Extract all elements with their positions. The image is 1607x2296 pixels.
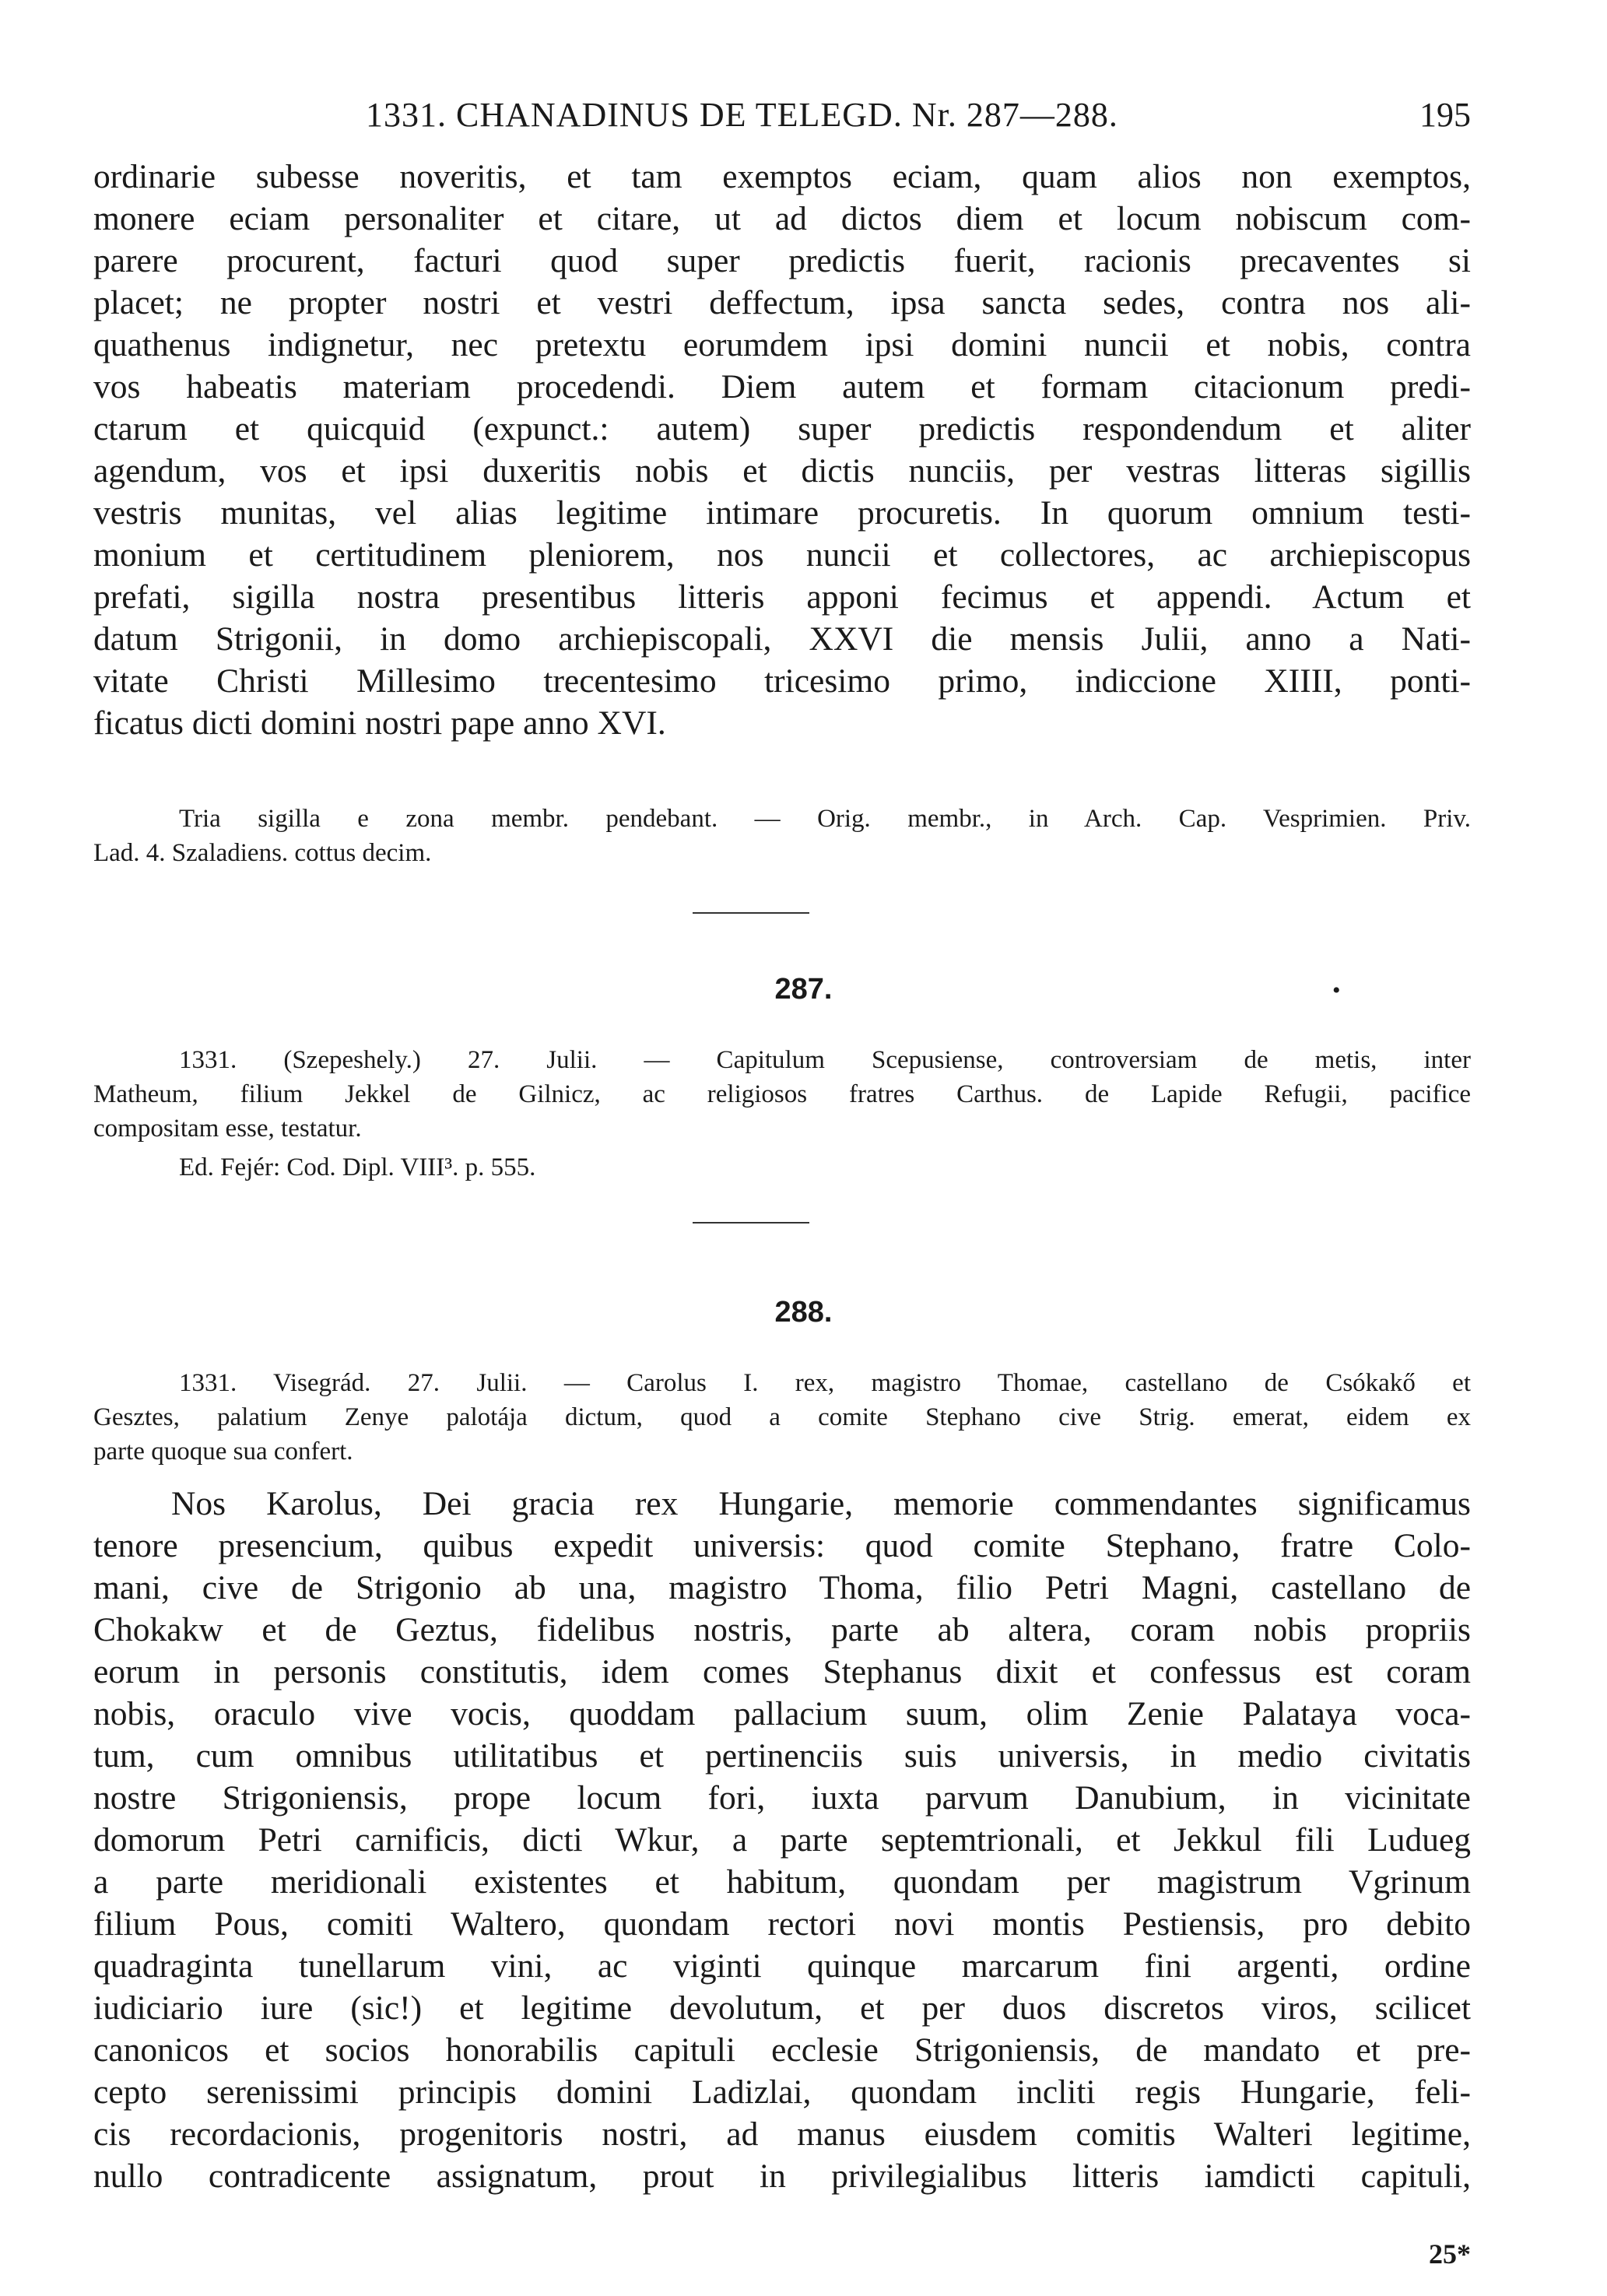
text-line: quadraginta tunellarum vini, ac viginti quinque marcarum fini argenti, ordine — [93, 1947, 1471, 1985]
text-line: domorum Petri carnificis, dicti Wkur, a parte septemtrionali, et Jekkul fili Ludueg — [93, 1821, 1471, 1859]
doc288-body — [93, 1483, 1471, 2197]
text-line: agendum, vos et ipsi duxeritis nobis et dictis nunciis, per vestras litteras sigillis — [93, 452, 1471, 490]
regest-line: Matheum, filium Jekkel de Gilnicz, ac religiosos fratres Carthus. de Lapide Refugii, pacifice — [93, 1080, 1471, 1108]
text-line: ficatus dicti domini nostri pape anno XVI. — [93, 704, 666, 742]
text-line: iudiciario iure (sic!) et legitime devolutum, et per duos discretos viros, scilicet — [93, 1989, 1471, 2027]
doc287-number: 287. — [774, 973, 833, 1006]
text-line: nullo contradicente assignatum, prout in privilegialibus litteris iamdicti capituli, — [93, 2157, 1471, 2195]
text-line: cis recordacionis, progenitoris nostri, ad manus eiusdem comitis Walteri legitime, — [93, 2115, 1471, 2153]
text-line: ctarum et quicquid (expunct.: autem) super predictis respondendum et aliter — [93, 410, 1471, 448]
text-line: monium et certitudinem pleniorem, nos nuncii et collectores, ac archiepiscopus — [93, 536, 1471, 574]
text-line: prefati, sigilla nostra presentibus litteris apponi fecimus et appendi. Actum et — [93, 578, 1471, 616]
text-line: vestris munitas, vel alias legitime intimare procuretis. In quorum omnium testi- — [93, 494, 1471, 532]
regest-line: compositam esse, testatur. — [93, 1115, 362, 1143]
text-line: nobis, oraculo vive vocis, quoddam pallacium suum, olim Zenie Palataya voca- — [93, 1695, 1471, 1733]
regest-line: parte quoque sua confert. — [93, 1438, 353, 1466]
signature-mark: 25* — [1429, 2238, 1471, 2270]
text-line: cepto serenissimi principis domini Ladizlai, quondam incliti regis Hungarie, feli- — [93, 2073, 1471, 2111]
text-line: tenore presencium, quibus expedit universis: quod comite Stephano, fratre Colo- — [93, 1527, 1471, 1564]
text-line: mani, cive de Strigonio ab una, magistro Thoma, filio Petri Magni, castellano de — [93, 1569, 1471, 1606]
page-number: 195 — [1419, 96, 1471, 134]
doc286-body — [93, 156, 1471, 744]
text-line: nostre Strigoniensis, prope locum fori, iuxta parvum Danubium, in vicinitate — [93, 1779, 1471, 1817]
text-line: placet; ne propter nostri et vestri deffectum, ipsa sancta sedes, contra nos ali- — [93, 284, 1471, 321]
text-line: parere procurent, facturi quod super predictis fuerit, racionis precaventes si — [93, 242, 1471, 279]
text-line: Nos Karolus, Dei gracia rex Hungarie, memorie commendantes significamus — [171, 1485, 1471, 1522]
text-line: canonicos et socios honorabilis capituli ecclesie Strigoniensis, de mandato et pre- — [93, 2031, 1471, 2069]
running-title: 1331. CHANADINUS DE TELEGD. Nr. 287—288. — [366, 96, 1118, 134]
text-line: Chokakw et de Geztus, fidelibus nostris, parte ab altera, coram nobis propriis — [93, 1611, 1471, 1648]
text-line: tum, cum omnibus utilitatibus et pertinenciis suis universis, in medio civitatis — [93, 1737, 1471, 1775]
doc288-number: 288. — [774, 1296, 833, 1329]
note-line: Tria sigilla e zona membr. pendebant. — Orig. membr., in Arch. Cap. Vesprimien. Priv. — [179, 805, 1471, 833]
text-line: vitate Christi Millesimo trecentesimo tricesimo primo, indiccione XIIII, ponti- — [93, 662, 1471, 700]
doc287-regest — [93, 1043, 1471, 1146]
regest-line: Gesztes, palatium Zenye palotája dictum, quod a comite Stephano cive Strig. emerat, eidem ex — [93, 1403, 1471, 1431]
doc288-regest — [93, 1366, 1471, 1469]
doc287-edition: Ed. Fejér: Cod. Dipl. VIII³. p. 555. — [179, 1153, 536, 1181]
section-divider — [693, 1222, 809, 1223]
text-line: vos habeatis materiam procedendi. Diem autem et formam citacionum predi- — [93, 368, 1471, 405]
text-line: a parte meridionali existentes et habitum, quondam per magistrum Vgrinum — [93, 1863, 1471, 1901]
text-line: eorum in personis constitutis, idem comes Stephanus dixit et confessus est coram — [93, 1653, 1471, 1690]
section-divider — [693, 912, 809, 914]
note-line: Lad. 4. Szaladiens. cottus decim. — [93, 839, 432, 867]
margin-marker: • — [1332, 978, 1341, 1003]
text-line: monere eciam personaliter et citare, ut ad dictos diem et locum nobiscum com- — [93, 200, 1471, 237]
text-line: datum Strigonii, in domo archiepiscopali, XXVI die mensis Julii, anno a Nati- — [93, 620, 1471, 658]
doc286-source-note — [93, 802, 1471, 870]
text-line: ordinarie subesse noveritis, et tam exemptos eciam, quam alios non exemptos, — [93, 158, 1471, 195]
text-line: filium Pous, comiti Waltero, quondam rectori novi montis Pestiensis, pro debito — [93, 1905, 1471, 1943]
text-line: quathenus indignetur, nec pretextu eorumdem ipsi domini nuncii et nobis, contra — [93, 326, 1471, 363]
regest-line: 1331. (Szepeshely.) 27. Julii. — Capitulum Scepusiense, controversiam de metis, inter — [179, 1046, 1471, 1074]
regest-line: 1331. Visegrád. 27. Julii. — Carolus I. rex, magistro Thomae, castellano de Csókakő et — [179, 1369, 1471, 1397]
